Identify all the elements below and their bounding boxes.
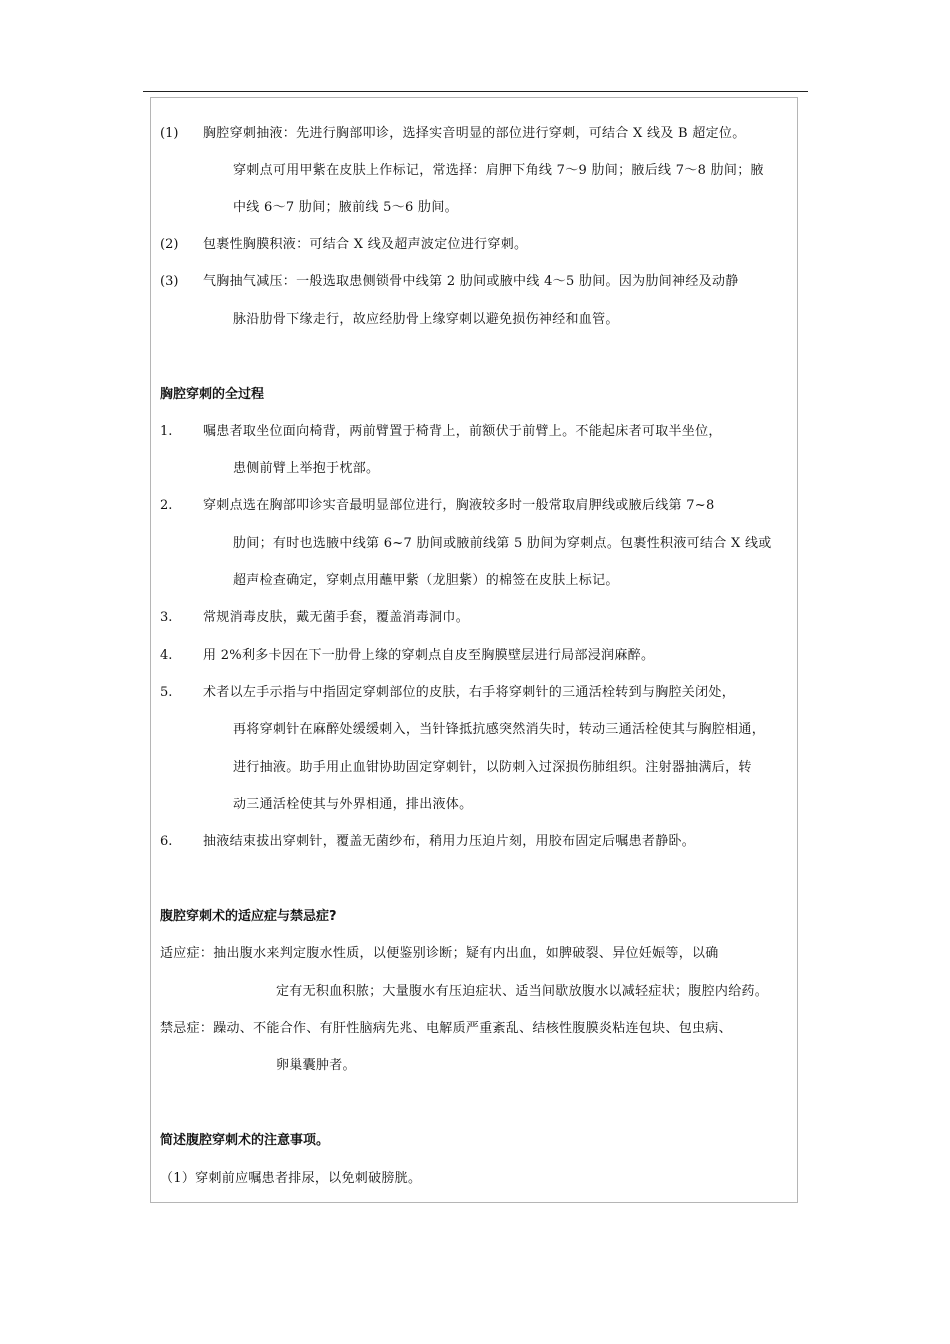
item-line: 超声检查确定，穿刺点用蘸甲紫（龙胆紫）的棉签在皮肤上标记。: [233, 573, 619, 588]
item-line: 嘱患者取坐位面向椅背，两前臂置于椅背上，前额伏于前臂上。不能起床者可取半坐位，: [203, 424, 722, 439]
item-number: 1.: [160, 424, 173, 439]
item-line: 患侧前臂上举抱于枕部。: [233, 461, 380, 476]
item-line: 再将穿刺针在麻醉处缓缓刺入，当针锋抵抗感突然消失时，转动三通活栓使其与胸腔相通，: [233, 722, 766, 737]
item-number: 6.: [160, 834, 173, 849]
item-line: 气胸抽气减压：一般选取患侧锁骨中线第 2 肋间或腋中线 4～5 肋间。因为肋间神经及动静: [203, 274, 739, 289]
section-title: 简述腹腔穿刺术的注意事项。: [160, 1133, 330, 1148]
item-line: 胸腔穿刺抽液：先进行胸部叩诊，选择实音明显的部位进行穿刺，可结合 X 线及 B 超定位。: [203, 126, 746, 141]
item-number: 3.: [160, 610, 173, 625]
item-line: 穿刺点可用甲紫在皮肤上作标记，常选择：肩胛下角线 7～9 肋间；腋后线 7～8 肋间；腋: [233, 163, 764, 178]
header-rule: [143, 91, 808, 92]
item-number: 4.: [160, 648, 173, 663]
item-line: 包裹性胸膜积液：可结合 X 线及超声波定位进行穿刺。: [203, 237, 528, 252]
item-line: 进行抽液。助手用止血钳协助固定穿刺针，以防刺入过深损伤肺组织。注射器抽满后，转: [233, 760, 752, 775]
item-line: 肋间；有时也选腋中线第 6~7 肋间或腋前线第 5 肋间为穿刺点。包裹性积液可结合 X 线或: [233, 536, 772, 551]
item-number: (2): [160, 237, 179, 252]
item-line: 穿刺点选在胸部叩诊实音最明显部位进行，胸液较多时一般常取肩胛线或腋后线第 7~8: [203, 498, 715, 513]
item-number: 5.: [160, 685, 173, 700]
note-line: （1）穿刺前应嘱患者排尿，以免刺破膀胱。: [160, 1171, 422, 1186]
item-number: (3): [160, 274, 179, 289]
item-line: 抽液结束拔出穿刺针，覆盖无菌纱布，稍用力压迫片刻，用胶布固定后嘱患者静卧。: [203, 834, 696, 849]
item-number: 2.: [160, 498, 173, 513]
item-line: 脉沿肋骨下缘走行，故应经肋骨上缘穿刺以避免损伤神经和血管。: [233, 312, 619, 327]
section-title: 胸腔穿刺的全过程: [160, 387, 265, 402]
item-line: 中线 6～7 肋间；腋前线 5～6 肋间。: [233, 200, 458, 215]
contraindications-line: 卵巢囊肿者。: [276, 1058, 356, 1073]
item-line: 术者以左手示指与中指固定穿刺部位的皮肤，右手将穿刺针的三通活栓转到与胸腔关闭处，: [203, 685, 736, 700]
indications-line: 适应症：抽出腹水来判定腹水性质，以便鉴别诊断；疑有内出血，如脾破裂、异位妊娠等，以确: [160, 946, 719, 961]
item-line: 动三通活栓使其与外界相通，排出液体。: [233, 797, 473, 812]
indications-line: 定有无积血积脓；大量腹水有压迫症状、适当间歇放腹水以减轻症状；腹腔内给药。: [276, 984, 769, 999]
item-line: 常规消毒皮肤，戴无菌手套，覆盖消毒洞巾。: [203, 610, 470, 625]
contraindications-line: 禁忌症：躁动、不能合作、有肝性脑病先兆、电解质严重紊乱、结核性腹膜炎粘连包块、包虫病、: [160, 1021, 732, 1036]
item-line: 用 2%利多卡因在下一肋骨上缘的穿刺点自皮至胸膜壁层进行局部浸润麻醉。: [203, 648, 655, 663]
section-title: 腹腔穿刺术的适应症与禁忌症?: [160, 909, 337, 924]
item-number: (1): [160, 126, 179, 141]
